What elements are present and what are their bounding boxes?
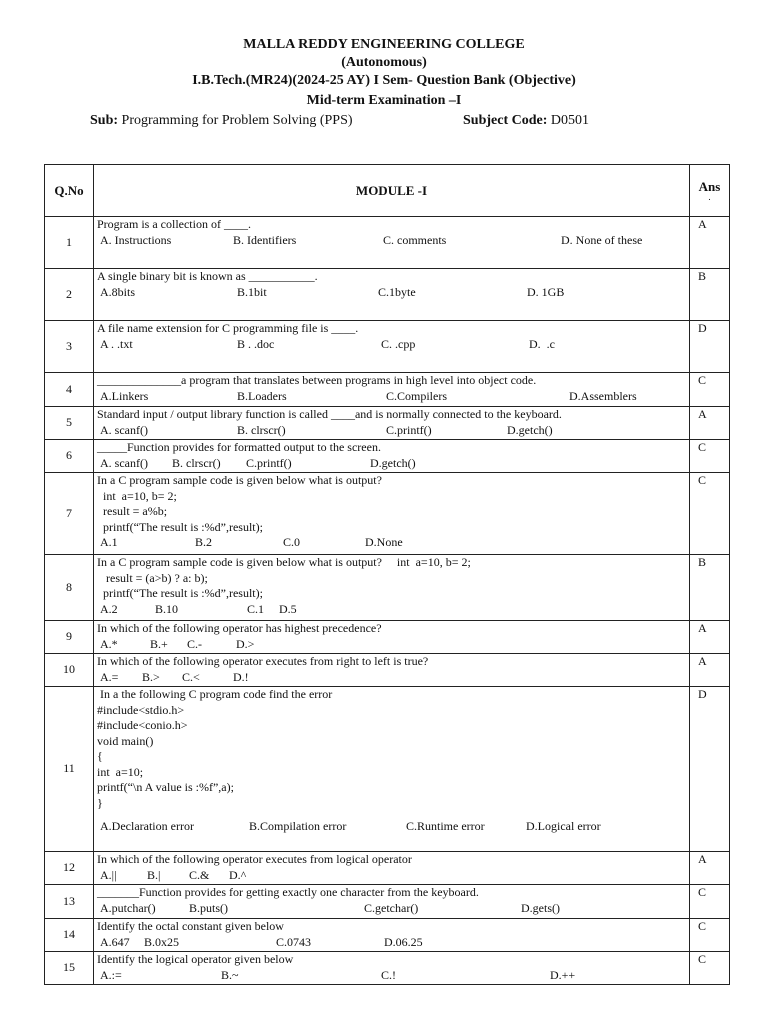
question-row: [45, 919, 730, 952]
options-line: [97, 423, 689, 439]
option-c: C.-: [187, 636, 202, 651]
question-cell: [94, 269, 690, 321]
options-line: [97, 535, 689, 551]
option-b: B.~: [221, 967, 239, 982]
question-number: 10: [45, 654, 94, 687]
answer-cell: A: [690, 621, 730, 654]
option-b: B.0x25: [144, 934, 180, 949]
question-number: 13: [45, 885, 94, 919]
question-text-line: printf(“The result is :%d”,result);: [97, 519, 263, 534]
option-d: D. 1GB: [527, 284, 565, 299]
options-line: [97, 233, 689, 249]
question-number: 6: [45, 440, 94, 473]
option-b: B . .doc: [237, 336, 275, 351]
question-cell: [94, 952, 690, 985]
options-line: [97, 456, 689, 472]
option-d: D.Assemblers: [569, 388, 637, 403]
answer-cell: C: [690, 919, 730, 952]
question-row: [45, 852, 730, 885]
question-text-line: }: [97, 795, 103, 810]
question-text-line: A single binary bit is known as ___________.: [97, 269, 318, 283]
options-line: [97, 901, 689, 917]
option-b: B.10: [155, 601, 179, 616]
option-a: A.putchar(): [100, 900, 156, 915]
option-b: B.|: [147, 867, 161, 882]
option-c: C.&: [189, 867, 210, 882]
question-text-line: In a C program sample code is given below what is output? int a=10, b= 2;: [97, 555, 471, 569]
option-b: B. Identifiers: [233, 232, 297, 247]
answer-cell: A: [690, 407, 730, 440]
options-line: [97, 602, 689, 618]
question-text-line: ______________a program that translates between programs in high level into object code.: [97, 373, 537, 387]
option-b: B. clrscr(): [172, 455, 221, 470]
question-row: [45, 269, 730, 321]
answer-cell: A: [690, 852, 730, 885]
question-text-line: Identify the logical operator given below: [97, 952, 294, 966]
option-a: A.1: [100, 535, 118, 549]
answer-cell: B: [690, 555, 730, 621]
question-row: [45, 654, 730, 687]
table-header-row: [45, 165, 730, 217]
question-row: [45, 621, 730, 654]
option-c: C.!: [381, 967, 396, 982]
question-row: [45, 321, 730, 373]
program-title: I.B.Tech.(MR24)(2024-25 AY) I Sem- Question Bank (Objective): [192, 73, 576, 88]
question-text-line: Standard input / output library function is called ____and is normally connected to the keyboard.: [97, 407, 562, 421]
options-line: [97, 935, 689, 951]
option-d: D.Logical error: [526, 819, 601, 833]
option-d: D.06.25: [384, 934, 423, 949]
option-d: D.>: [236, 636, 255, 651]
answer-cell: B: [690, 269, 730, 321]
question-text-line: #include<conio.h>: [97, 718, 188, 732]
options-line: [97, 637, 689, 653]
option-c: C.Runtime error: [406, 819, 485, 833]
answer-cell: D: [690, 321, 730, 373]
question-text-line: In a the following C program code find the error: [97, 687, 333, 701]
options-line: [97, 819, 689, 835]
question-number: 15: [45, 952, 94, 985]
options-line: [97, 389, 689, 405]
option-b: B.2: [195, 535, 213, 549]
option-c: C.printf(): [246, 455, 292, 470]
subject-line: [90, 112, 353, 129]
question-text-line: Identify the octal constant given below: [97, 919, 284, 933]
question-row: [45, 373, 730, 407]
option-c: C.1byte: [378, 284, 416, 299]
subject-value: Programming for Problem Solving (PPS): [121, 113, 353, 128]
option-d: D.gets(): [521, 900, 560, 915]
question-cell: [94, 687, 690, 852]
header-module: MODULE -I: [94, 165, 690, 217]
question-number: 5: [45, 407, 94, 440]
question-cell: [94, 373, 690, 407]
question-table: [44, 164, 730, 985]
option-a: A.*: [100, 636, 118, 651]
question-cell: [94, 440, 690, 473]
question-text-line: int a=10;: [97, 764, 144, 779]
subject-code-label: Subject Code:: [463, 113, 548, 128]
question-number: 12: [45, 852, 94, 885]
option-a: A . .txt: [100, 336, 133, 351]
question-text-line: #include<stdio.h>: [97, 702, 185, 717]
question-text-line: In a C program sample code is given below what is output?: [97, 473, 382, 487]
option-c: C.<: [182, 669, 200, 684]
option-c: C.1: [247, 601, 265, 616]
question-text-line: In which of the following operator executes from right to left is true?: [97, 654, 429, 668]
question-cell: [94, 885, 690, 919]
question-number: 3: [45, 321, 94, 373]
option-a: A. scanf(): [100, 455, 148, 470]
option-b: B. clrscr(): [237, 422, 286, 437]
option-c: C.printf(): [386, 422, 432, 437]
answer-cell: D: [690, 687, 730, 852]
question-text-line: A file name extension for C programming file is ____.: [97, 321, 359, 335]
option-a: A.8bits: [100, 284, 136, 299]
header-ans-label: Ans: [698, 179, 721, 194]
question-cell: [94, 654, 690, 687]
question-text-line: _____Function provides for formatted output to the screen.: [97, 440, 381, 454]
question-text-line: printf(“The result is :%d”,result);: [97, 586, 263, 600]
option-d: D.++: [550, 967, 576, 982]
answer-cell: A: [690, 654, 730, 687]
subject-label: Sub:: [90, 113, 119, 128]
question-text-line: int a=10, b= 2;: [97, 488, 177, 503]
question-number: 1: [45, 217, 94, 269]
option-a: A. Instructions: [100, 232, 172, 247]
option-d: D.None: [365, 535, 403, 549]
answer-cell: C: [690, 373, 730, 407]
question-row: [45, 885, 730, 919]
header-ans-dot: .: [708, 192, 711, 202]
options-line: [97, 968, 689, 984]
question-number: 2: [45, 269, 94, 321]
option-a: A.Declaration error: [100, 819, 194, 833]
autonomous-label: (Autonomous): [341, 55, 427, 70]
question-text-line: {: [97, 749, 103, 763]
question-text-line: In which of the following operator executes from logical operator: [97, 852, 412, 866]
subject-code-value: D0501: [550, 113, 590, 128]
option-d: D.getch(): [370, 455, 416, 470]
option-b: B.+: [150, 636, 168, 651]
answer-cell: A: [690, 217, 730, 269]
question-number: 14: [45, 919, 94, 952]
answer-cell: C: [690, 473, 730, 555]
subject-code-line: [463, 112, 589, 129]
option-d: D. .c: [529, 336, 555, 351]
option-b: B.>: [142, 669, 160, 684]
option-c: C.Compilers: [386, 388, 448, 403]
option-c: C. .cpp: [381, 336, 416, 351]
option-b: B.Loaders: [237, 388, 287, 403]
option-b: B.Compilation error: [249, 819, 347, 833]
option-c: C.0: [283, 535, 301, 549]
question-row: [45, 407, 730, 440]
question-text-line: result = (a>b) ? a: b);: [97, 570, 208, 585]
question-row: [45, 217, 730, 269]
option-a: A. scanf(): [100, 422, 148, 437]
question-text-line: Program is a collection of ____.: [97, 217, 251, 231]
question-cell: [94, 919, 690, 952]
option-c: C.getchar(): [364, 900, 419, 915]
header-qno: Q.No: [45, 165, 94, 217]
question-row: [45, 555, 730, 621]
option-a: A.=: [100, 669, 119, 684]
option-a: A.||: [100, 867, 117, 882]
question-number: 11: [45, 687, 94, 852]
question-cell: [94, 407, 690, 440]
option-d: D.^: [229, 867, 247, 882]
option-d: D. None of these: [561, 232, 643, 247]
option-d: D.5: [279, 601, 297, 616]
question-cell: [94, 217, 690, 269]
question-cell: [94, 473, 690, 555]
question-text-line: In which of the following operator has highest precedence?: [97, 621, 382, 635]
answer-cell: C: [690, 885, 730, 919]
question-number: 4: [45, 373, 94, 407]
answer-cell: C: [690, 440, 730, 473]
table-body: [45, 217, 730, 985]
option-a: A.2: [100, 601, 118, 616]
option-d: D.!: [233, 669, 249, 684]
options-line: [97, 868, 689, 884]
question-cell: [94, 555, 690, 621]
question-cell: [94, 852, 690, 885]
options-line: [97, 670, 689, 686]
option-b: B.1bit: [237, 284, 267, 299]
college-name: MALLA REDDY ENGINEERING COLLEGE: [243, 37, 525, 52]
question-number: 9: [45, 621, 94, 654]
question-row: [45, 440, 730, 473]
answer-cell: C: [690, 952, 730, 985]
question-text-line: result = a%b;: [97, 504, 168, 518]
options-line: [97, 285, 689, 301]
question-number: 7: [45, 473, 94, 555]
option-d: D.getch(): [507, 422, 553, 437]
question-number: 8: [45, 555, 94, 621]
question-cell: [94, 621, 690, 654]
header-ans: [690, 165, 730, 217]
question-row: [45, 473, 730, 555]
question-text-line: _______Function provides for getting exactly one character from the keyboard.: [97, 885, 479, 899]
question-text-line: void main(): [97, 733, 154, 748]
option-c: C. comments: [383, 232, 447, 247]
option-b: B.puts(): [189, 900, 228, 915]
question-row: [45, 952, 730, 985]
option-a: A.647: [100, 934, 130, 949]
question-cell: [94, 321, 690, 373]
option-a: A.Linkers: [100, 388, 149, 403]
question-row: [45, 687, 730, 852]
option-c: C.0743: [276, 934, 312, 949]
question-text-line: printf(“\n A value is :%f”,a);: [97, 780, 234, 794]
exam-title: Mid-term Examination –I: [306, 93, 462, 108]
options-line: [97, 337, 689, 353]
option-a: A.:=: [100, 967, 122, 982]
